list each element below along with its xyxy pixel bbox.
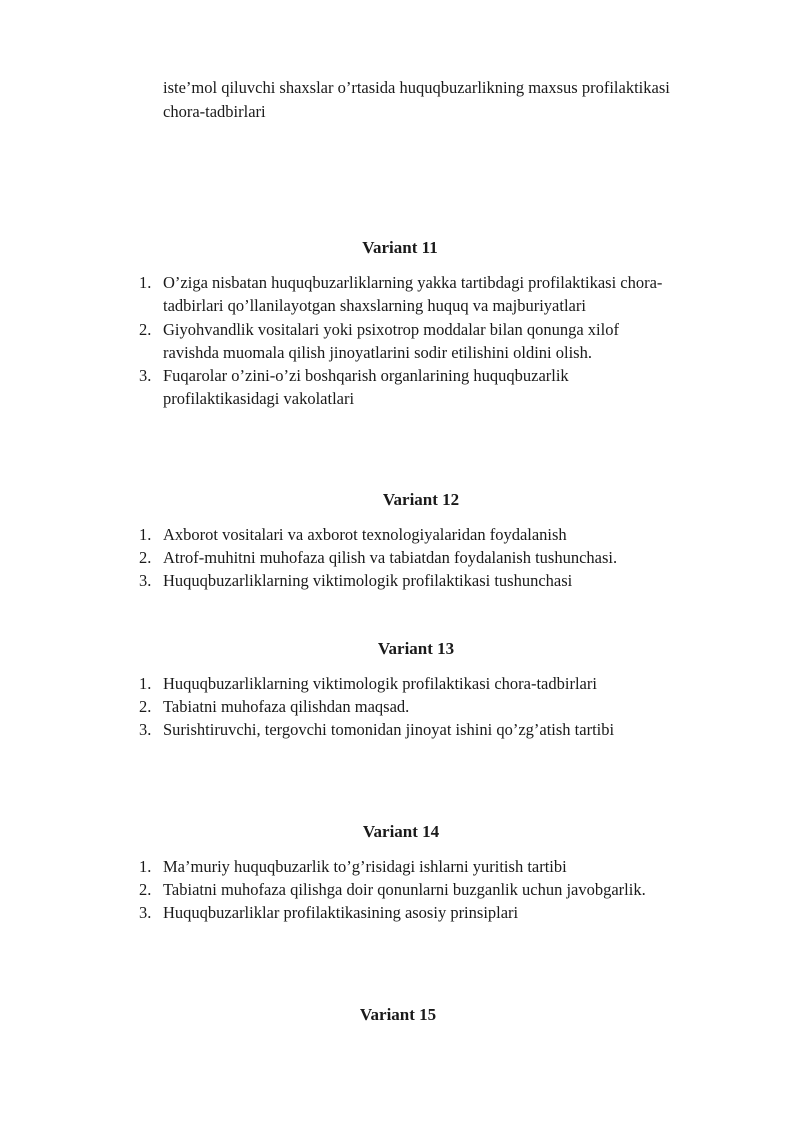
variant-13-heading: Variant 13: [377, 639, 455, 658]
variant-11-item-1-line-2: tadbirlari qo’llanilayotgan shaxslarning huquq va majburiyatlari: [163, 296, 586, 315]
variant-14-heading: Variant 14: [362, 822, 440, 841]
variant-12-item-2-number: 2.: [139, 548, 152, 567]
variant-13-item-1-number: 1.: [139, 674, 152, 693]
variant-13-item-3-line-1: Surishtiruvchi, tergovchi tomonidan jinoyat ishini qo’zg’atish tartibi: [163, 720, 615, 739]
variant-12-item-3-line-1: Huquqbuzarliklarning viktimologik profilaktikasi tushunchasi: [163, 571, 573, 590]
variant-15-heading: Variant 15: [359, 1005, 437, 1024]
variant-14-item-3-number: 3.: [139, 903, 152, 922]
variant-12-item-1-line-1: Axborot vositalari va axborot texnologiyalaridan foydalanish: [163, 525, 567, 544]
variant-11-heading: Variant 11: [362, 238, 438, 257]
variant-11-item-3-number: 3.: [139, 366, 152, 385]
variant-14-item-1-number: 1.: [139, 857, 152, 876]
variant-13-item-2-line-1: Tabiatni muhofaza qilishdan maqsad.: [163, 697, 410, 716]
variant-13-item-2-number: 2.: [139, 697, 152, 716]
variant-12-item-3-number: 3.: [139, 571, 152, 590]
intro-line-1: iste’mol qiluvchi shaxslar o’rtasida huquqbuzarlikning maxsus profilaktikasi: [163, 78, 670, 97]
variant-11-item-1-line-1: O’ziga nisbatan huquqbuzarliklarning yakka tartibdagi profilaktikasi chora-: [163, 273, 663, 292]
variant-11-item-2-line-2: ravishda muomala qilish jinoyatlarini sodir etilishini oldini olish.: [163, 343, 592, 362]
variant-11-item-1-number: 1.: [139, 273, 152, 292]
variant-11-item-2-line-1: Giyohvandlik vositalari yoki psixotrop moddalar bilan qonunga xilof: [163, 320, 619, 339]
variant-14-item-2-line-1: Tabiatni muhofaza qilishga doir qonunlarni buzganlik uchun javobgarlik.: [163, 880, 646, 899]
variant-13-item-1-line-1: Huquqbuzarliklarning viktimologik profilaktikasi chora-tadbirlari: [163, 674, 597, 693]
variant-12-heading: Variant 12: [382, 490, 460, 509]
variant-14-item-3-line-1: Huquqbuzarliklar profilaktikasining asosiy prinsiplari: [163, 903, 519, 922]
variant-14-item-1-line-1: Ma’muriy huquqbuzarlik to’g’risidagi ishlarni yuritish tartibi: [163, 857, 567, 876]
intro-line-2: chora-tadbirlari: [163, 102, 266, 121]
variant-11-item-3-line-1: Fuqarolar o’zini-o’zi boshqarish organlarining huquqbuzarlik: [163, 366, 569, 385]
variant-12-item-2-line-1: Atrof-muhitni muhofaza qilish va tabiatdan foydalanish tushunchasi.: [163, 548, 618, 567]
variant-13-item-3-number: 3.: [139, 720, 152, 739]
variant-12-item-1-number: 1.: [139, 525, 152, 544]
variant-14-item-2-number: 2.: [139, 880, 152, 899]
variant-11-item-2-number: 2.: [139, 320, 152, 339]
variant-11-item-3-line-2: profilaktikasidagi vakolatlari: [163, 389, 355, 408]
